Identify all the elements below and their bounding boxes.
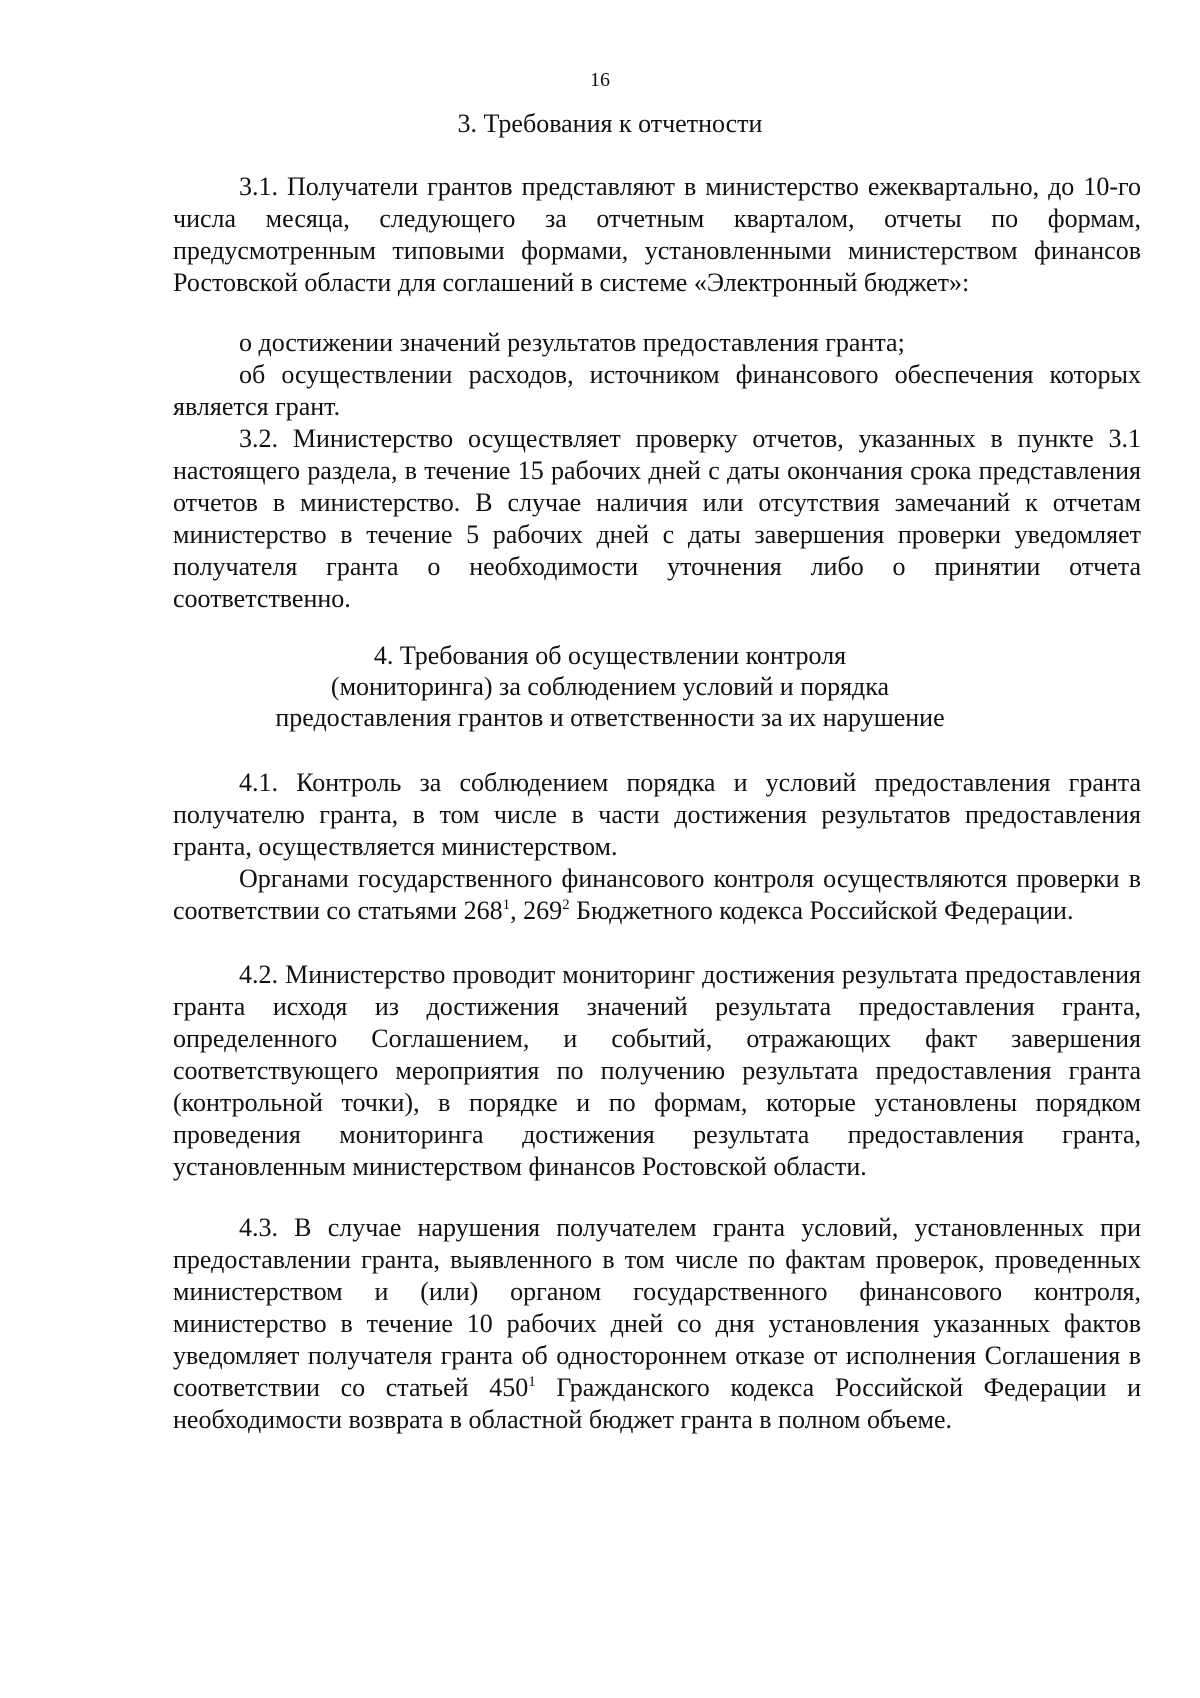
section-4-heading-line-2: (мониторинга) за соблюдением условий и порядка xyxy=(330,672,890,701)
article-450-superscript: 1 xyxy=(528,1374,536,1390)
paragraph-4-1: 4.1. Контроль за соблюдением порядка и условий предоставления гранта получателю гранта, в том числе в части достижения результатов предоставления гранта, осуществляется министерством. xyxy=(173,768,1141,861)
section-4-heading-line-1: 4. Требования об осуществлении контроля xyxy=(373,641,847,670)
control-bodies-text-start: Органами государственного финансового контроля осуществляются проверки в соответствии со статьями 268 xyxy=(173,864,1141,925)
paragraph-3-1: 3.1. Получатели грантов представляют в министерство ежеквартально, до 10-го числа месяца, следующего за отчетным кварталом, отчеты по формам, предусмотренным типовыми формами, установленными министерством финансов Ростовской области для соглашений в системе «Электронный бюджет»: xyxy=(173,172,1141,297)
page-number: 16 xyxy=(590,69,610,91)
paragraph-3-2: 3.2. Министерство осуществляет проверку отчетов, указанных в пункте 3.1 настоящего раздела, в течение 15 рабочих дней с даты окончания срока представления отчетов в министерство. В случае наличия или отсутствия замечаний к отчетам министерство в течение 5 рабочих дней с даты завершения проверки уведомляет получателя гранта о необходимости уточнения либо о принятии отчета соответственно. xyxy=(173,424,1141,613)
paragraph-4-1-control-bodies xyxy=(173,863,1141,927)
list-item-expenses: об осуществлении расходов, источником финансового обеспечения которых является грант. xyxy=(173,360,1141,421)
control-bodies-text-end: Бюджетного кодекса Российской Федерации. xyxy=(569,896,1074,925)
violation-text-end: Гражданского кодекса Российской Федерации и необходимости возврата в областной бюджет гранта в полном объеме. xyxy=(173,1373,1142,1434)
article-269-superscript: 2 xyxy=(562,897,570,913)
section-4-heading-line-3: предоставления грантов и ответственности за их нарушение xyxy=(275,703,945,732)
section-3-heading: 3. Требования к отчетности xyxy=(457,109,763,138)
list-item-results: о достижении значений результатов предоставления гранта; xyxy=(239,328,905,357)
article-268-superscript: 1 xyxy=(502,897,511,913)
violation-text-start: 4.3. В случае нарушения получателем гранта условий, установленных при предоставлении гранта, выявленного в том числе по фактам проверок, проведенных министерством и (или) органом государственного финансового контроля, министерство в течение 10 рабочих дней со дня установления указанных фактов уведомляет получателя гранта об одностороннем отказе от исполнения Соглашения в соответствии со статьей 450 xyxy=(173,1213,1141,1402)
paragraph-4-3 xyxy=(173,1212,1141,1436)
paragraph-4-2: 4.2. Министерство проводит мониторинг достижения результата предоставления гранта исходя из достижения значений результата предоставления гранта, определенного Соглашением, и событий, отражающих факт завершения соответствующего мероприятия по получению результата предоставления гранта (контрольной точки), в порядке и по формам, которые установлены порядком проведения мониторинга достижения результата предоставления гранта, установленным министерством финансов Ростовской области. xyxy=(173,960,1141,1181)
section-4-heading xyxy=(160,640,1060,733)
control-bodies-text-mid: , 269 xyxy=(510,896,563,925)
